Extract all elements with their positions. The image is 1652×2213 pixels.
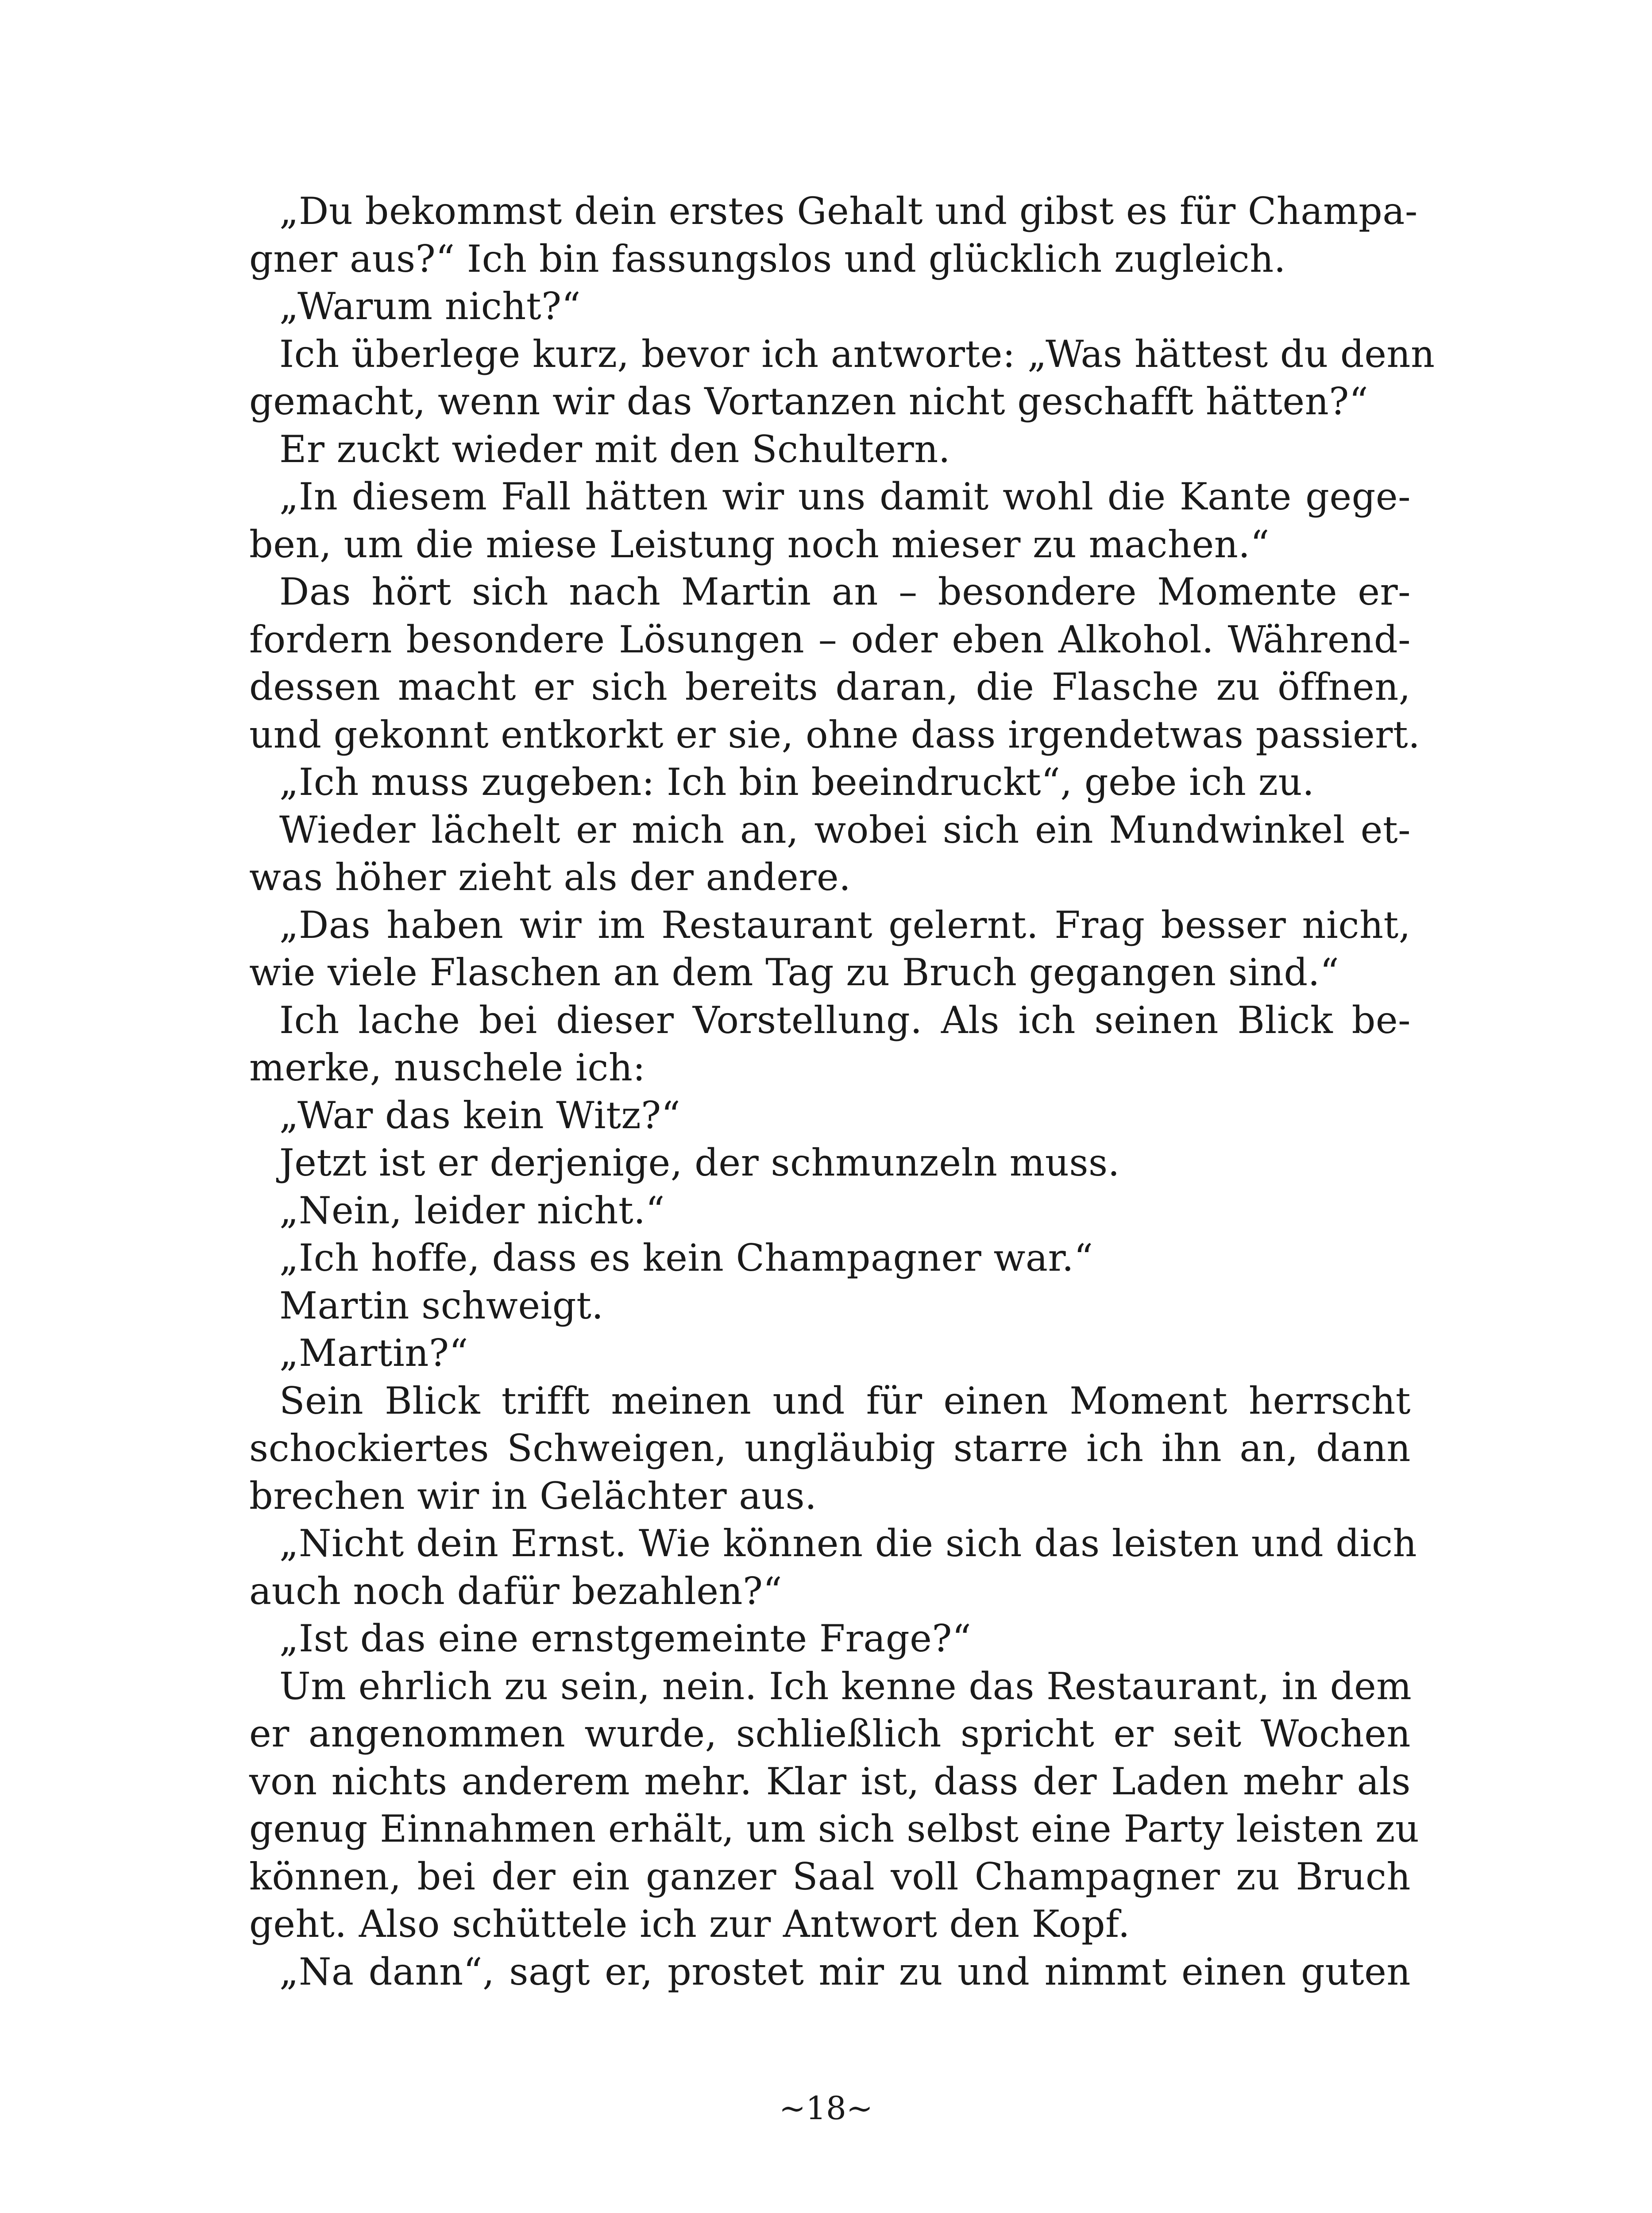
text-line: schockiertes Schweigen, ungläubig starre ich ihn an, dann bbox=[249, 1426, 1411, 1470]
text-line: Er zuckt wieder mit den Schultern. bbox=[279, 427, 951, 471]
text-line: „Warum nicht?“ bbox=[279, 285, 581, 328]
text-line: dessen macht er sich bereits daran, die Flasche zu öffnen, bbox=[249, 665, 1411, 709]
text-line: merke, nuschele ich: bbox=[249, 1046, 646, 1089]
text-line: ben, um die miese Leistung noch mieser zu machen.“ bbox=[249, 522, 1270, 566]
text-line: wie viele Flaschen an dem Tag zu Bruch gegangen sind.“ bbox=[249, 951, 1339, 994]
text-line: fordern besondere Lösungen – oder eben Alkohol. Während- bbox=[249, 617, 1411, 661]
text-line: auch noch dafür bezahlen?“ bbox=[249, 1569, 783, 1613]
text-line: gemacht, wenn wir das Vortanzen nicht geschafft hätten?“ bbox=[249, 380, 1369, 423]
text-line: „War das kein Witz?“ bbox=[279, 1093, 681, 1137]
text-line: Jetzt ist er derjenige, der schmunzeln muss. bbox=[279, 1141, 1120, 1184]
text-line: Das hört sich nach Martin an – besondere Momente er- bbox=[279, 570, 1411, 613]
text-line: Wieder lächelt er mich an, wobei sich ein Mundwinkel et- bbox=[279, 808, 1411, 852]
page-number: ~18~ bbox=[779, 2090, 873, 2127]
text-line: genug Einnahmen erhält, um sich selbst eine Party leisten zu bbox=[249, 1807, 1420, 1851]
text-line: „Das haben wir im Restaurant gelernt. Frag besser nicht, bbox=[279, 903, 1411, 947]
text-line: Martin schweigt. bbox=[279, 1284, 604, 1327]
text-line: „In diesem Fall hätten wir uns damit wohl die Kante gege- bbox=[279, 475, 1411, 518]
text-line: geht. Also schüttele ich zur Antwort den Kopf. bbox=[249, 1902, 1130, 1946]
body-text bbox=[249, 188, 1435, 1996]
text-line: Ich lache bei dieser Vorstellung. Als ich seinen Blick be- bbox=[279, 998, 1411, 1042]
text-line: „Ist das eine ernstgemeinte Frage?“ bbox=[279, 1617, 972, 1660]
text-line: Sein Blick trifft meinen und für einen Moment herrscht bbox=[279, 1379, 1411, 1423]
text-line: gner aus?“ Ich bin fassungslos und glücklich zugleich. bbox=[249, 237, 1286, 281]
text-line: „Ich muss zugeben: Ich bin beeindruckt“, gebe ich zu. bbox=[279, 760, 1315, 804]
text-line: er angenommen wurde, schließlich spricht er seit Wochen bbox=[249, 1712, 1411, 1755]
text-line: „Na dann“, sagt er, prostet mir zu und nimmt einen guten bbox=[279, 1950, 1411, 1993]
text-line: „Martin?“ bbox=[279, 1331, 468, 1375]
text-line: brechen wir in Gelächter aus. bbox=[249, 1474, 817, 1518]
text-line: „Ich hoffe, dass es kein Champagner war.“ bbox=[279, 1236, 1093, 1280]
text-line: Um ehrlich zu sein, nein. Ich kenne das Restaurant, in dem bbox=[279, 1664, 1412, 1708]
text-line: „Nein, leider nicht.“ bbox=[279, 1188, 665, 1232]
text-line: „Du bekommst dein erstes Gehalt und gibst es für Champa- bbox=[279, 189, 1418, 233]
text-line: was höher zieht als der andere. bbox=[249, 856, 851, 899]
text-line: „Nicht dein Ernst. Wie können die sich das leisten und dich bbox=[279, 1522, 1417, 1565]
text-line: von nichts anderem mehr. Klar ist, dass der Laden mehr als bbox=[249, 1759, 1411, 1803]
text-line: und gekonnt entkorkt er sie, ohne dass irgendetwas passiert. bbox=[249, 713, 1420, 756]
text-line: Ich überlege kurz, bevor ich antworte: „Was hättest du denn bbox=[279, 332, 1435, 376]
text-line: können, bei der ein ganzer Saal voll Champagner zu Bruch bbox=[249, 1854, 1411, 1898]
